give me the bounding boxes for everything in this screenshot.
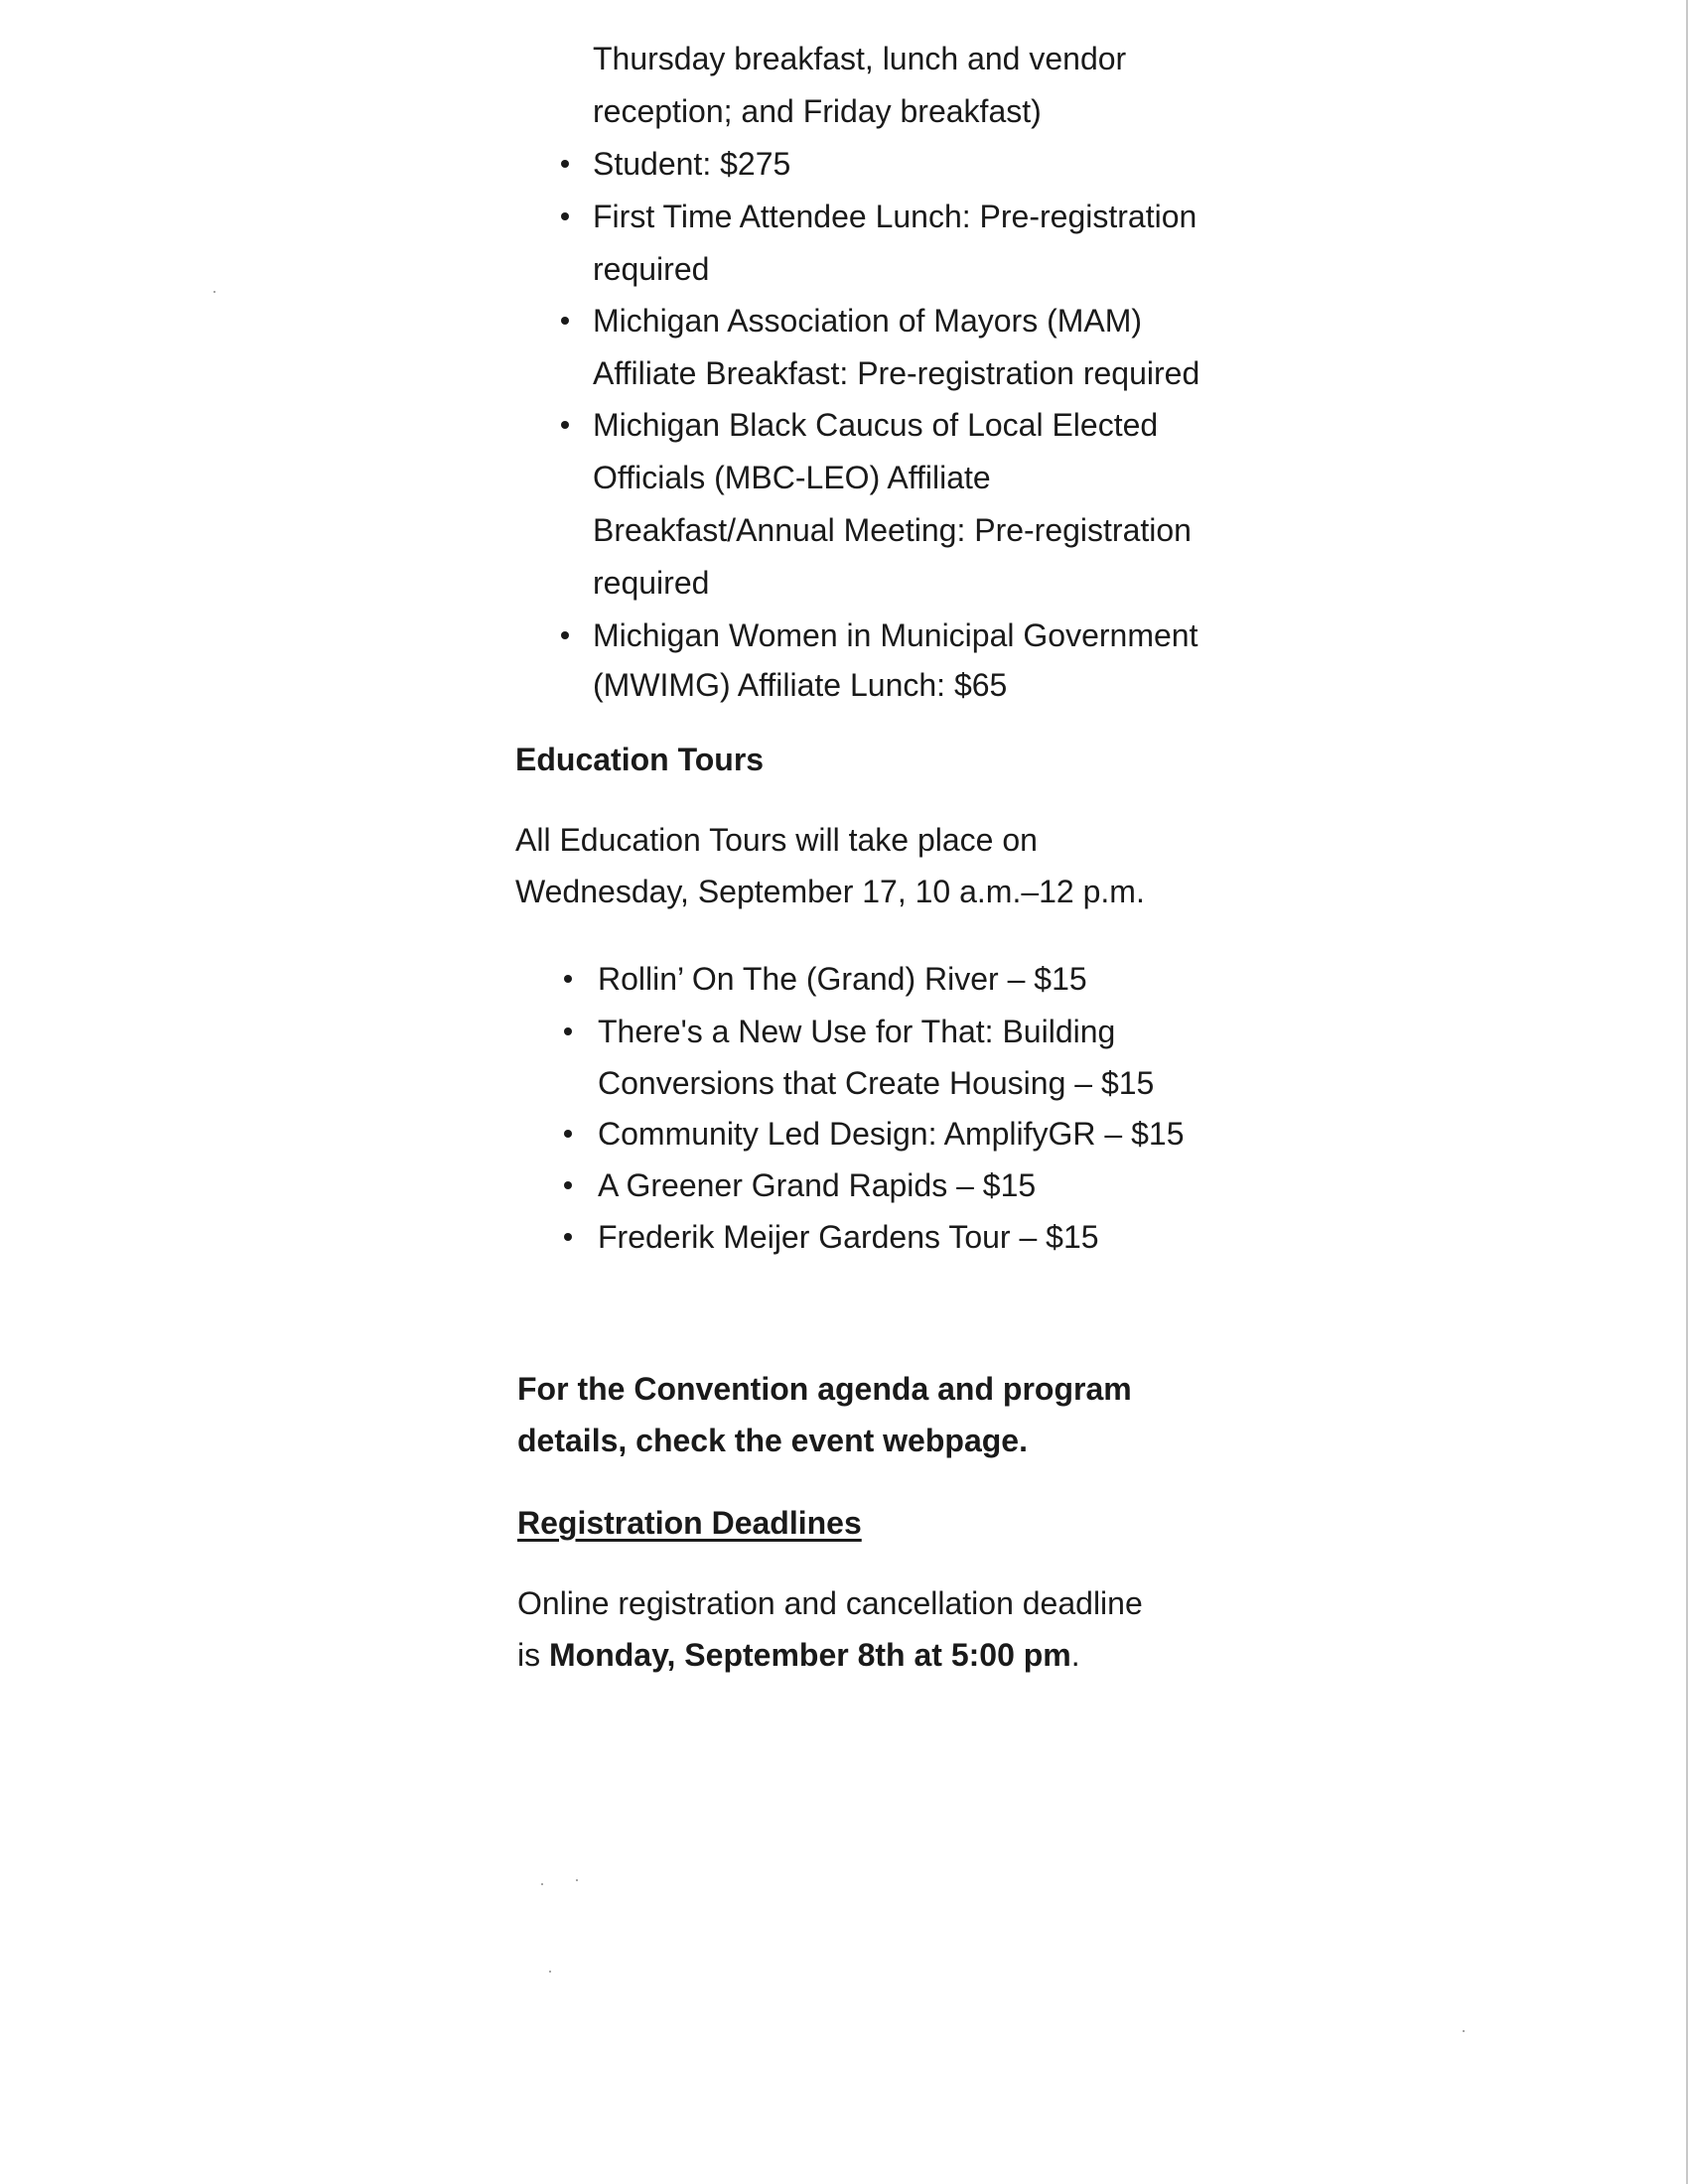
registration-item-first-time-line-2: required bbox=[593, 251, 710, 287]
scan-speck bbox=[213, 291, 215, 293]
registration-item-first-time-line-1: First Time Attendee Lunch: Pre-registration bbox=[593, 199, 1197, 234]
bullet-icon bbox=[564, 1181, 572, 1189]
tour-item-rollin: Rollin’ On The (Grand) River – $15 bbox=[598, 961, 1087, 997]
agenda-note-line-1: For the Convention agenda and program bbox=[517, 1371, 1132, 1407]
bullet-icon bbox=[561, 317, 569, 325]
agenda-note-line-2: details, check the event webpage. bbox=[517, 1423, 1028, 1458]
continuation-line-1: Thursday breakfast, lunch and vendor bbox=[593, 41, 1127, 76]
registration-item-mbcleo-line-2: Officials (MBC-LEO) Affiliate bbox=[593, 460, 991, 495]
deadline-suffix: . bbox=[1070, 1637, 1080, 1673]
scan-speck bbox=[1463, 2030, 1465, 2032]
scan-speck bbox=[549, 1971, 551, 1973]
bullet-icon bbox=[561, 421, 569, 429]
bullet-icon bbox=[564, 1233, 572, 1241]
scan-speck bbox=[541, 1883, 543, 1885]
bullet-icon bbox=[561, 160, 569, 168]
tour-item-meijer-gardens: Frederik Meijer Gardens Tour – $15 bbox=[598, 1219, 1099, 1255]
registration-deadline-line-1: Online registration and cancellation deadline bbox=[517, 1585, 1143, 1621]
tour-item-new-use-line-1: There's a New Use for That: Building bbox=[598, 1014, 1116, 1049]
registration-item-mbcleo-line-1: Michigan Black Caucus of Local Elected bbox=[593, 407, 1159, 443]
registration-item-mwimg-line-1: Michigan Women in Municipal Government bbox=[593, 617, 1198, 653]
scan-speck bbox=[576, 1879, 578, 1881]
registration-item-mbcleo-line-3: Breakfast/Annual Meeting: Pre-registration bbox=[593, 512, 1192, 548]
deadline-date: Monday, September 8th at 5:00 pm bbox=[549, 1637, 1071, 1673]
tour-item-community-led: Community Led Design: AmplifyGR – $15 bbox=[598, 1116, 1185, 1152]
registration-item-mbcleo-line-4: required bbox=[593, 565, 710, 601]
registration-item-mam-line-1: Michigan Association of Mayors (MAM) bbox=[593, 303, 1143, 339]
registration-deadline-line-2 bbox=[517, 1629, 1080, 1681]
registration-deadlines-heading: Registration Deadlines bbox=[517, 1505, 862, 1541]
education-tours-intro-line-1: All Education Tours will take place on bbox=[515, 822, 1038, 858]
bullet-icon bbox=[561, 212, 569, 220]
education-tours-intro-line-2: Wednesday, September 17, 10 a.m.–12 p.m. bbox=[515, 874, 1145, 909]
tour-item-new-use-line-2: Conversions that Create Housing – $15 bbox=[598, 1065, 1155, 1101]
registration-item-mam-line-2: Affiliate Breakfast: Pre-registration required bbox=[593, 355, 1200, 391]
tour-item-greener-grand-rapids: A Greener Grand Rapids – $15 bbox=[598, 1167, 1037, 1203]
bullet-icon bbox=[561, 631, 569, 639]
bullet-icon bbox=[564, 975, 572, 983]
bullet-icon bbox=[564, 1130, 572, 1138]
registration-item-mwimg-line-2: (MWIMG) Affiliate Lunch: $65 bbox=[593, 667, 1008, 703]
bullet-icon bbox=[564, 1027, 572, 1035]
deadline-prefix: is bbox=[517, 1637, 549, 1673]
registration-item-student: Student: $275 bbox=[593, 146, 791, 182]
education-tours-heading: Education Tours bbox=[515, 742, 765, 777]
continuation-line-2: reception; and Friday breakfast) bbox=[593, 93, 1042, 129]
